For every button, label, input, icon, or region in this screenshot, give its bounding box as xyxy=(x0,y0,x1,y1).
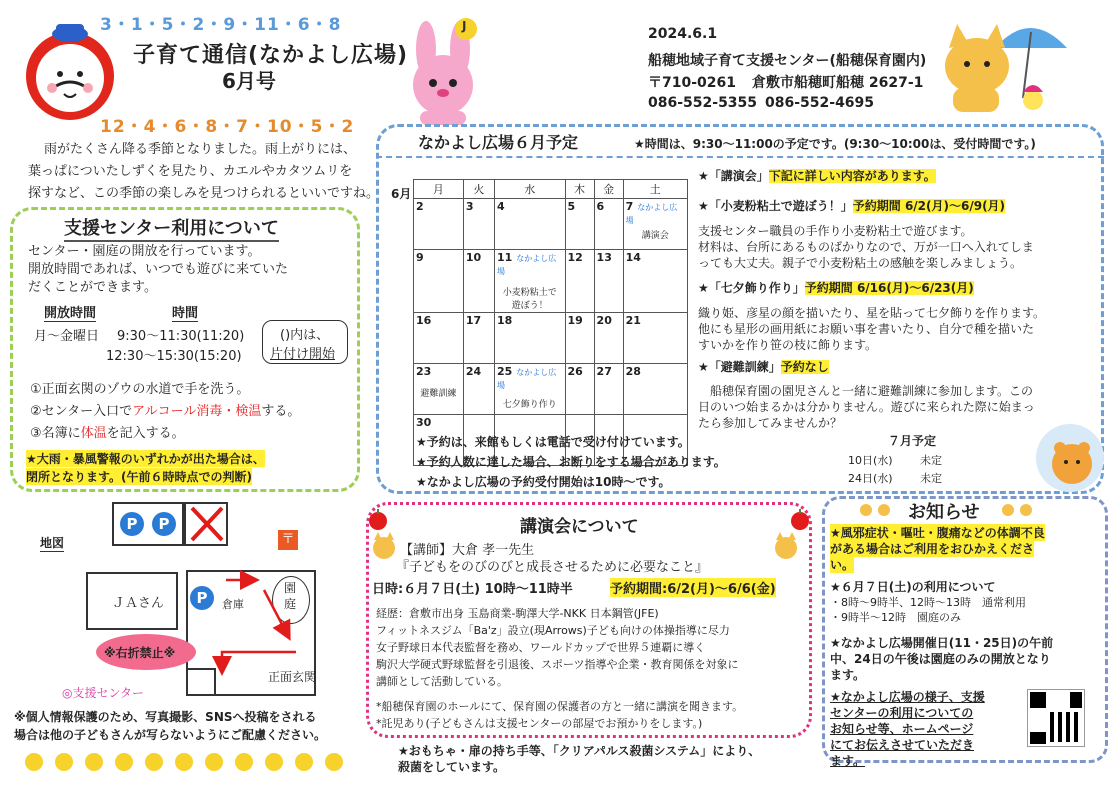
bear-rain-icon xyxy=(1030,418,1106,494)
calendar-cell: 17 xyxy=(463,313,494,364)
event-drill-line-1: 船穂保育園の園児さんと一緒に避難訓練に参加します。この xyxy=(710,384,1034,398)
weekday-header: 金 xyxy=(594,180,623,199)
notice-4-line-5: ます。 xyxy=(830,754,866,768)
calendar-cell: 25 なかよし広場 七夕飾り作り xyxy=(494,364,565,415)
intro-line-3: 探すなど、この季節の楽しみを見つけられるといいですね。 xyxy=(28,186,380,201)
event-label: 小麦粉粘土で xyxy=(502,288,557,298)
event-drill-line-2: 日のいつ始まるかは分かりません。遊びに来られた際に始まっ xyxy=(698,400,1035,414)
cat-icon xyxy=(370,532,398,560)
lecture-note-1: *船穂保育園のホールにて、保育園の保護者の方と一緒に講演を聞きます。 xyxy=(376,700,744,713)
org-name: 船穂地域子育て支援センター(船穂保育園内) xyxy=(648,53,927,69)
apple-icon xyxy=(788,508,812,530)
event-label: 七夕飾り作り xyxy=(502,400,557,410)
notice-4-line-2: センターの利用についての xyxy=(830,706,974,720)
privacy-line-2: 場合は他の子どもさんが写らないようにご配慮ください。 xyxy=(14,728,327,742)
weekday-header: 土 xyxy=(623,180,687,199)
bunny-mascot-icon xyxy=(400,15,486,127)
notice-4-line-1: ★なかよし広場の様子、支援 xyxy=(830,690,985,704)
calendar-cell: 9 xyxy=(414,250,464,313)
footer-line-1: ★おもちゃ・扉の持ち手等、「クリアパルス殺菌システム」により、 xyxy=(398,744,761,758)
footer-line-2: 殺菌をしています。 xyxy=(398,760,506,774)
lecture-career-5: 講師として活動している。 xyxy=(376,675,508,688)
lecture-note-2: *託児あり(子どもさんは支援センターの部屋でお預かりをします。) xyxy=(376,717,703,730)
calendar-cell: 12 xyxy=(565,250,594,313)
garden-label: 園庭 xyxy=(284,581,297,611)
parking-icon: P xyxy=(152,512,176,536)
calendar-cell: 30 xyxy=(414,415,464,466)
schedule-time-note: ★時間は、9:30～11:00の予定です。(9:30～10:00は、受付時間です。) xyxy=(634,137,1036,151)
entrance-label: 正面玄関 xyxy=(268,670,317,684)
notice-1-line-1: ★風邪症状・嘔吐・腹痛などの体調不良 xyxy=(830,526,1045,540)
duck-parade-icon xyxy=(20,744,350,774)
event-badge: なかよし広場 xyxy=(496,254,557,276)
notice-4-line-4: にてお伝えさせていただき xyxy=(830,738,975,752)
lecture-datetime: 日時:６月７日(土) 10時～11時半 xyxy=(372,582,573,597)
calendar-cell: 23 避難訓練 xyxy=(414,364,464,415)
event-clay-line-3: っても大丈夫。親子で小麦粉粘土の感触を楽しみましょう。 xyxy=(698,256,1023,270)
schedule-heading: なかよし広場６月予定 xyxy=(418,133,579,152)
calendar-cell: 26 xyxy=(565,364,594,415)
map-center-block xyxy=(186,668,216,696)
cleanup-note-2: 片付け開始 xyxy=(270,347,336,362)
event-clay-line-2: 材料は、台所にあるものばかりなので、万が一口へ入れてしま xyxy=(698,240,1034,254)
june-calendar xyxy=(413,179,688,466)
support-line-1: センター・園庭の開放を行っています。 xyxy=(28,244,261,259)
july-date-1-value: 未定 xyxy=(920,454,942,467)
event-clay-line-1: 支援センター職員の手作り小麦粉粘土で遊びます。 xyxy=(698,224,973,238)
open-days: 月～金曜日 xyxy=(34,329,100,344)
calendar-cell: 3 xyxy=(463,199,494,250)
ja-label: ＪＡさん xyxy=(112,596,165,611)
weekday-header: 木 xyxy=(565,180,594,199)
warning-line-2: 閉所となります。(午前６時時点での判断) xyxy=(26,470,253,484)
weekday-header: 月 xyxy=(414,180,464,199)
calendar-cell: 18 xyxy=(494,313,565,364)
cat-icon xyxy=(772,532,800,560)
notice-4-line-3: お知らせ等、ホームページ xyxy=(830,722,974,736)
calendar-cell: 5 xyxy=(565,199,594,250)
open-time-2: 12:30～15:30(15:20) xyxy=(106,349,242,364)
rule-1: ①正面玄関のゾウの水道で手を洗う。 xyxy=(30,382,250,397)
calendar-month-label: 6月 xyxy=(391,187,412,201)
calendar-cell: 24 xyxy=(463,364,494,415)
fax-number: 086-552-4695 xyxy=(765,95,875,111)
calendar-cell: 16 xyxy=(414,313,464,364)
intro-line-2: 葉っぱについたしずくを見たり、カエルやカタツムリを xyxy=(28,164,353,179)
lecture-reserve-period: 予約期間:6/2(月)～6/6(金) xyxy=(610,578,776,597)
warning-line-1: ★大雨・暴風警報のいずれかが出た場合は、 xyxy=(26,452,265,466)
calendar-cell: 20 xyxy=(594,313,623,364)
calendar-cell: 10 xyxy=(463,250,494,313)
weekday-header: 火 xyxy=(463,180,494,199)
issue-date: 2024.6.1 xyxy=(648,26,718,42)
phone-number: 086-552-5355 xyxy=(648,95,758,111)
map-label: 地図 xyxy=(40,536,65,550)
notice-3-line-1: ★なかよし広場開催日(11・25日)の午前 xyxy=(830,636,1054,650)
header-numbers-bottom: 12・4・6・8・7・10・5・2 xyxy=(100,117,355,137)
notice-3-line-3: ます。 xyxy=(830,668,866,682)
intro-line-1: 雨がたくさん降る季節となりました。雨上がりには、 xyxy=(44,142,357,157)
event-tanabata-line-3: すいかを作り笹の枝に飾ります。 xyxy=(698,338,878,352)
cat-umbrella-icon xyxy=(935,8,1075,118)
header-numbers-top: 3・1・5・2・9・11・6・8 xyxy=(100,15,342,35)
lecture-theme: 『子どもをのびのびと成長させるために必要なこと』 xyxy=(396,560,709,575)
notice-heading: お知らせ xyxy=(908,502,980,523)
calendar-cell: 13 xyxy=(594,250,623,313)
newsletter-title: 子育て通信(なかよし広場) xyxy=(133,43,409,68)
event-drill-title: ★「避難訓練」予約なし xyxy=(698,360,829,374)
hours-col-header: 開放時間 xyxy=(44,302,96,322)
july-heading: ７月予定 xyxy=(888,434,937,448)
privacy-line-1: ※個人情報保護のため、写真撮影、SNSへ投稿をされる xyxy=(14,710,317,724)
calendar-cell: 2 xyxy=(414,199,464,250)
schedule-heading-divider xyxy=(376,156,1104,158)
lecture-speaker: 【講師】大倉 孝一先生 xyxy=(400,543,535,558)
calendar-cell: 21 xyxy=(623,313,687,364)
time-col-header: 時間 xyxy=(172,302,198,322)
calendar-cell: 11 なかよし広場 小麦粉粘土で 遊ぼう！ xyxy=(494,250,565,313)
calendar-cell: 27 xyxy=(594,364,623,415)
flower-icon xyxy=(858,500,898,520)
no-right-turn-label: ※右折禁止※ xyxy=(104,646,176,660)
event-lecture-title: ★「講演会」下記に詳しい内容があります。 xyxy=(698,169,936,183)
newsletter-month: 6月号 xyxy=(222,69,276,93)
event-badge: なかよし広場 xyxy=(625,203,678,225)
apple-icon xyxy=(366,508,390,530)
july-date-1: 10日(水) xyxy=(848,454,893,467)
closed-cross-icon xyxy=(188,504,226,544)
calendar-cell: 28 xyxy=(623,364,687,415)
reserve-note-2: ★予約人数に達した場合、お断りをする場合があります。 xyxy=(416,455,726,469)
postal-code: 〒710-0261 xyxy=(648,75,736,91)
notice-2-title: ★６月７日(土)の利用について xyxy=(830,580,996,594)
notice-3-line-2: 中、24日の午後は園庭のみの開放となり xyxy=(830,652,1051,666)
calendar-cell: 19 xyxy=(565,313,594,364)
parking-icon: P xyxy=(190,586,214,610)
warehouse-label: 倉庫 xyxy=(222,598,244,611)
notice-1-line-3: い。 xyxy=(830,558,855,572)
lecture-career-1: 経歴：倉敷市出身 玉島商業-駒澤大学-NKK 日本鋼管(JFE) xyxy=(376,607,659,620)
event-drill-line-3: たら参加してみませんか？ xyxy=(698,416,843,430)
event-label: 避難訓練 xyxy=(420,389,457,399)
event-tanabata-line-1: 織り姫、彦星の顔を描いたり、星を貼って七夕飾りを作ります。 xyxy=(698,306,1046,320)
support-heading: 支援センター利用について xyxy=(64,214,279,242)
reserve-note-3: ★なかよし広場の予約受付開始は10時～です。 xyxy=(416,475,671,489)
event-tanabata-line-2: 他にも星形の画用紙にお願い事を書いたり、自分で種を描いた xyxy=(698,322,1035,336)
support-line-2: 開放時間であれば、いつでも遊びに来ていた xyxy=(28,262,289,277)
bunny-letter: J xyxy=(462,19,467,33)
reserve-note-1: ★予約は、来館もしくは電話で受け付けています。 xyxy=(416,435,690,449)
weekday-header: 水 xyxy=(494,180,565,199)
open-time-1: 9:30～11:30(11:20) xyxy=(117,329,245,344)
lecture-heading: 講演会について xyxy=(520,517,639,537)
event-label: 講演会 xyxy=(641,231,669,241)
support-line-3: だくことができます。 xyxy=(28,280,157,295)
notice-2-line-2: ・9時半～12時 園庭のみ xyxy=(830,611,961,624)
calendar-cell: 6 xyxy=(594,199,623,250)
calendar-cell: 4 xyxy=(494,199,565,250)
flower-icon xyxy=(1000,500,1040,520)
event-tanabata-title: ★「七夕飾り作り」予約期間 6/16(月)～6/23(月) xyxy=(698,281,974,295)
event-clay-title: ★「小麦粉粘土で遊ぼう！」予約期間 6/2(月)～6/9(月) xyxy=(698,199,1006,213)
lecture-career-2: フィットネスジム「Ba'z」設立(現Arrows)子ども向けの体操指導に尽力 xyxy=(376,624,730,637)
rule-2: ②センター入口でアルコール消毒・検温する。 xyxy=(30,404,301,419)
notice-2-line-1: ・8時～9時半、12時～13時 通常利用 xyxy=(830,596,1026,609)
calendar-cell: 7 なかよし広場 講演会 xyxy=(623,199,687,250)
post-office-icon: 〒 xyxy=(278,530,298,550)
july-date-2: 24日(水) xyxy=(848,472,893,485)
cleanup-note-1: ()内は、 xyxy=(280,328,330,343)
qr-code-icon[interactable] xyxy=(1028,690,1084,746)
event-badge: なかよし広場 xyxy=(496,368,557,390)
july-date-2-value: 未定 xyxy=(920,472,942,485)
support-center-label: ◎支援センター xyxy=(62,686,144,700)
lecture-career-4: 駒沢大学硬式野球監督を引退後、スポーツ指導や企業・教育関係を対象に xyxy=(376,658,739,671)
notice-1-line-2: がある場合はご利用をおひかえくださ xyxy=(830,542,1035,556)
event-label: 遊ぼう！ xyxy=(511,301,548,311)
calendar-cell: 14 xyxy=(623,250,687,313)
parking-icon: P xyxy=(120,512,144,536)
address: 倉敷市船穂町船穂 2627-1 xyxy=(752,75,924,91)
rule-3: ③名簿に体温を記入する。 xyxy=(30,426,185,441)
lecture-career-3: 女子野球日本代表監督を務め、ワールドカップで世界５連覇に導く xyxy=(376,641,706,654)
